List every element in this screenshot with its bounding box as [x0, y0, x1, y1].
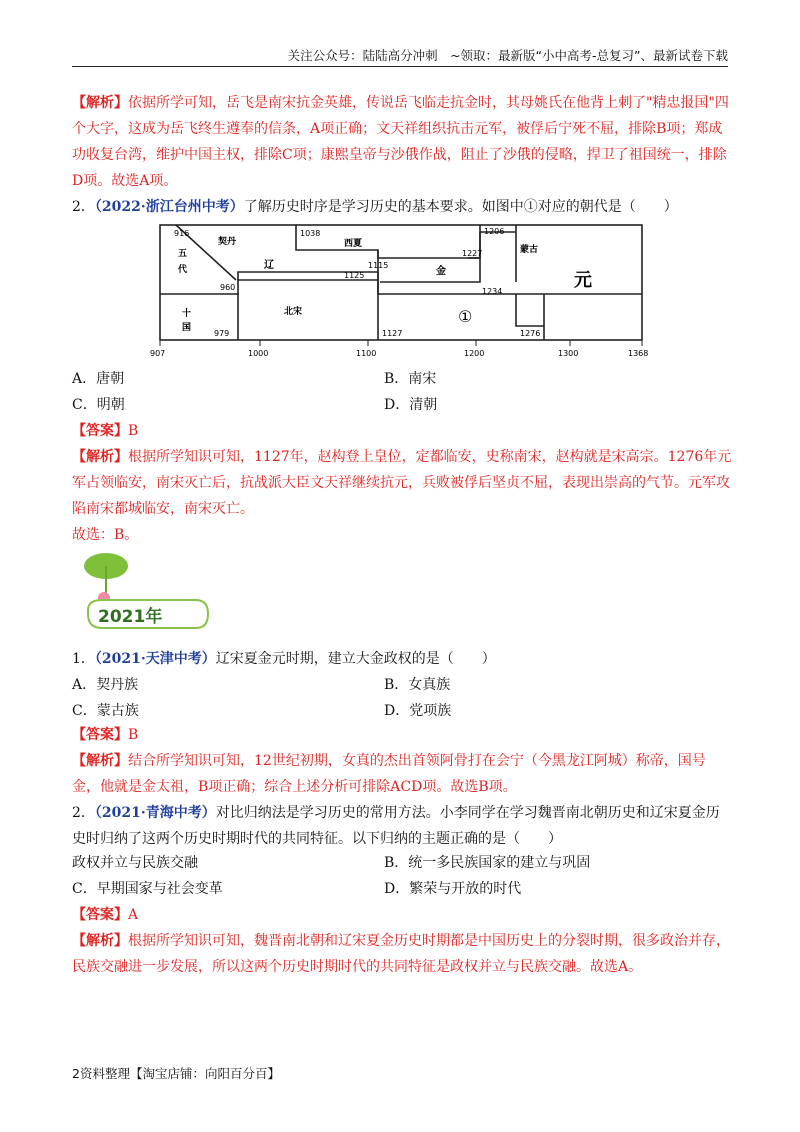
question-2022-stem: [72, 194, 732, 220]
label-menggu: 蒙古: [520, 245, 539, 255]
label-xixia: 西夏: [344, 239, 363, 249]
header-rule: [72, 66, 728, 67]
page-number: 2: [72, 1066, 80, 1081]
page-footer: [72, 1064, 280, 1082]
option-a: A．唐朝: [72, 371, 125, 387]
option-b: B．统一多民族国家的建立与巩固: [384, 855, 591, 871]
option-c: C．明朝: [72, 397, 125, 413]
year-960: 960: [220, 283, 236, 292]
label-wudai-1: 五: [178, 249, 188, 259]
question-number: 2．: [72, 805, 95, 821]
year-2021-badge: [80, 548, 215, 638]
axis-1000: 1000: [248, 349, 269, 358]
answer-2021-2: [72, 902, 732, 928]
year-badge-label: 2021年: [98, 607, 163, 627]
label-qidan: 契丹: [218, 237, 237, 247]
analysis-2022: [72, 444, 732, 522]
question-text: 辽宋夏金元时期，建立大金政权的是（ ）: [215, 651, 496, 667]
option-d: D．繁荣与开放的时代: [384, 881, 522, 897]
year-1127: 1127: [382, 329, 403, 338]
year-979: 979: [214, 329, 230, 338]
label-yuan: 元: [574, 270, 592, 291]
year-916: 916: [174, 229, 190, 238]
option-c: C．早期国家与社会变革: [72, 881, 223, 897]
option-b: B．女真族: [384, 677, 451, 693]
prev-analysis: [72, 90, 732, 194]
question-source: （2021·青海中考）: [94, 805, 216, 821]
answer-label: 【答案】: [72, 423, 128, 439]
footer-text: 资料整理【淘宝店铺：向阳百分百】: [79, 1066, 280, 1081]
question-2021-1-stem: [72, 646, 732, 672]
question-text: 了解历史时序是学习历史的基本要求。如图中①对应的朝代是（ ）: [243, 199, 678, 215]
dynasty-timeline-diagram: [150, 222, 660, 360]
analysis-text: 结合所学知识可知，12世纪初期，女真的杰出首领阿骨打在会宁（今黑龙江阿城）称帝，国号金，他就是金太祖，B项正确；综合上述分析可排除ACD项。故选B项。: [72, 753, 706, 795]
year-1234: 1234: [482, 287, 503, 296]
analysis-label: 【解析】: [72, 933, 128, 949]
analysis-2021-2: [72, 928, 732, 980]
year-1115: 1115: [368, 261, 389, 270]
analysis-text: 根据所学知识可知，魏晋南北朝和辽宋夏金历史时期都是中国历史上的分裂时期，很多政治并存，民族交融进一步发展，所以这两个历史时期时代的共同特征是政权并立与民族交融。故选A。: [72, 933, 730, 975]
analysis-2021-1: [72, 748, 732, 800]
question-source: （2021·天津中考）: [94, 651, 216, 667]
analysis-label: 【解析】: [72, 753, 128, 769]
option-c: C．蒙古族: [72, 703, 139, 719]
year-1227: 1227: [462, 249, 483, 258]
answer-label: 【答案】: [72, 907, 128, 923]
question-number: 2．: [72, 199, 95, 215]
analysis-text: 依据所学可知，岳飞是南宋抗金英雄，传说岳飞临走抗金时，其母姚氏在他背上刺了"精忠报国"四个大字，这成为岳飞终生遵奉的信条，A项正确；文天祥组织抗击元军，被俘后宁死不屈，排除B项；郑成功收复台湾，维护中国主权，排除C项；康熙皇帝与沙俄作战，阻止了沙俄的侵略，捍卫了祖国统一，排除D项。故选A项。: [72, 95, 729, 189]
question-number: 1．: [72, 651, 95, 667]
analysis-text: 根据所学知识可知，1127年，赵构登上皇位，定都临安，史称南宋，赵构就是宋高宗。1276年元军占领临安，南宋灭亡后，抗战派大臣文天祥继续抗元，兵败被俘后坚贞不屈，表现出崇高的气节。元军攻陷南宋都城临安，南宋灭亡。: [72, 449, 732, 517]
answer-value: B: [128, 423, 139, 439]
answer-value: B: [128, 727, 139, 743]
answer-2021-1: [72, 722, 732, 748]
year-1276: 1276: [520, 329, 541, 338]
year-1125: 1125: [344, 271, 365, 280]
axis-907: 907: [150, 349, 166, 358]
label-liao: 辽: [264, 260, 274, 271]
page-header: 关注公众号：陆陆高分冲刺 ~领取：最新版“小中高考-总复习”、最新试卷下载: [287, 48, 728, 63]
answer-2022: [72, 418, 732, 444]
year-1206: 1206: [484, 227, 505, 236]
label-wudai-2: 代: [178, 265, 188, 275]
label-beisong: 北宋: [284, 307, 303, 317]
label-jin: 金: [436, 266, 446, 277]
label-shiguo-2: 国: [182, 323, 192, 333]
label-shiguo-1: 十: [182, 309, 192, 319]
answer-value: A: [128, 907, 139, 923]
analysis-label: 【解析】: [72, 95, 128, 111]
analysis-label: 【解析】: [72, 449, 128, 465]
axis-1200: 1200: [464, 349, 485, 358]
option-b: B．南宋: [384, 371, 437, 387]
option-d: D．党项族: [384, 703, 452, 719]
axis-1368: 1368: [628, 349, 649, 358]
option-a: A．契丹族: [72, 677, 139, 693]
year-1038: 1038: [300, 229, 321, 238]
axis-1300: 1300: [558, 349, 579, 358]
option-a: 政权并立与民族交融: [72, 855, 198, 871]
question-2021-2-stem: [72, 800, 732, 852]
option-d: D．清朝: [384, 397, 438, 413]
question-source: （2022·浙江台州中考）: [94, 199, 244, 215]
conclusion-2022: 故选：B。: [72, 527, 139, 543]
answer-label: 【答案】: [72, 727, 128, 743]
axis-1100: 1100: [356, 349, 377, 358]
question-text: 对比归纳法是学习历史的常用方法。小李同学在学习魏晋南北朝历史和辽宋夏金历史时归纳了这两个历史时期时代的共同特征。以下归纳的主题正确的是（ ）: [72, 805, 720, 847]
label-circle-1: ①: [458, 307, 473, 326]
